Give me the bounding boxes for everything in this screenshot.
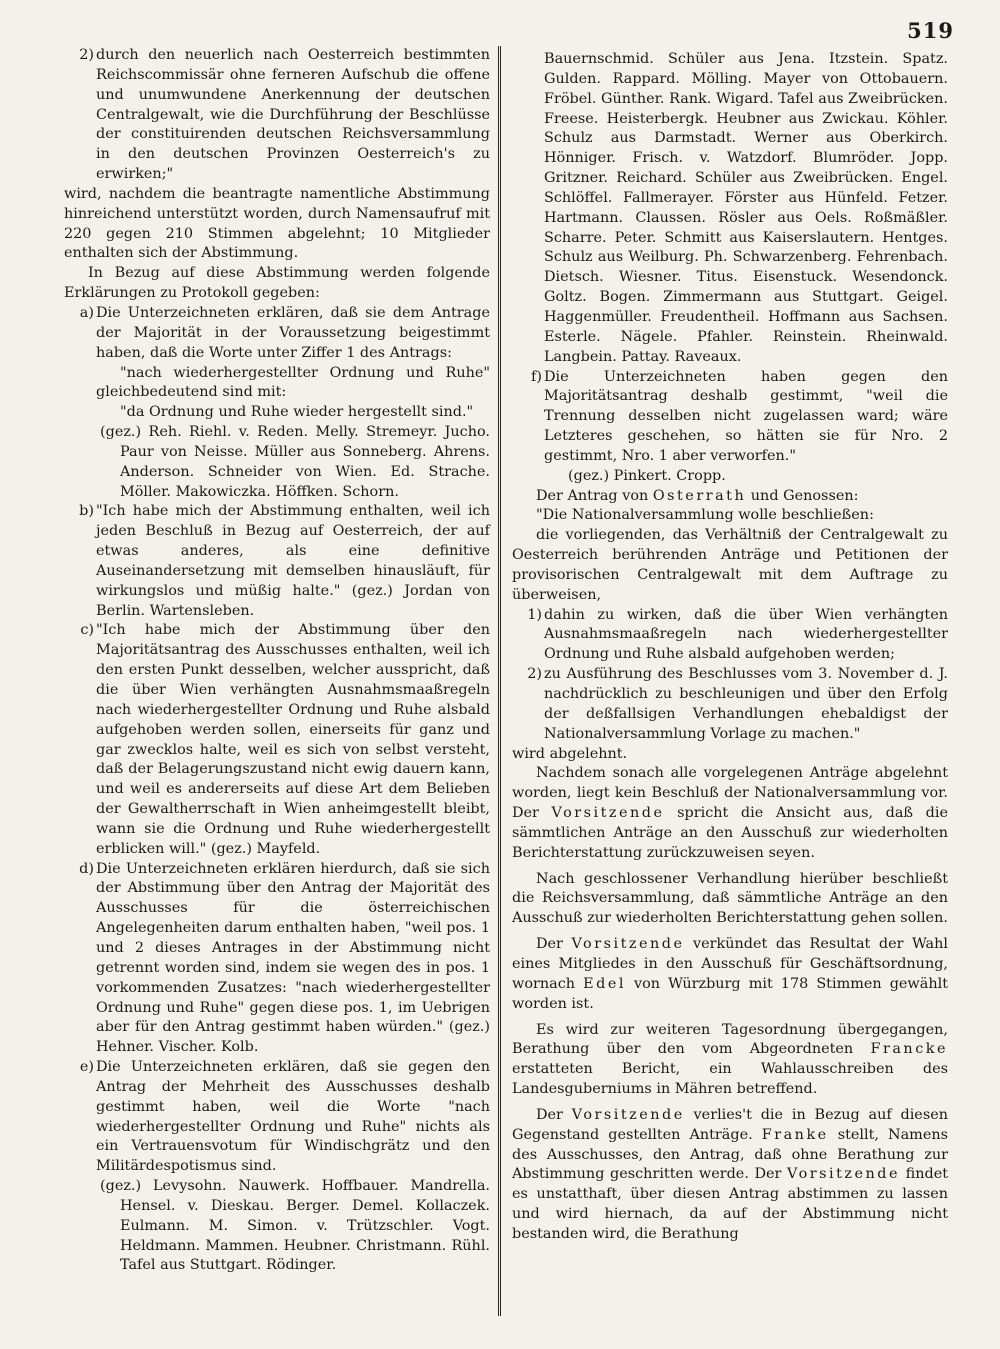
- declaration-e: [64, 1058, 490, 1177]
- text-run: erstatteten Bericht, ein Wahlausschreiben des Landesguberniums in Mähren betreffend.: [512, 1061, 948, 1098]
- declaration-marker: a): [79, 304, 94, 321]
- declaration-text: Die Unterzeichneten erklären hierdurch, daß sie sich der Abstimmung über den Antrag der Majorität des Ausschusses für die österreichischen Angelegenheiten darum enthalten haben, "weil pos. 1 und 2 dieses Antrages in der Abstimmung nicht getrennt worden sind, indem sie wegen des in pos. 1 vorkommenden Zusatzes: "nach wiederhergestellter Ordnung und Ruhe" gegen diese pos. 1, im Uebrigen aber für den Antrag gestimmt haben würden." (gez.) Hehner. Vischer. Kolb.: [96, 860, 490, 1056]
- declaration-marker: b): [79, 503, 94, 520]
- motion-heading-text: und Genossen:: [746, 487, 859, 504]
- declaration-marker: f): [531, 368, 542, 385]
- declaration-marker: d): [79, 860, 94, 877]
- motion-rejected: wird abgelehnt.: [512, 745, 628, 762]
- text-run: findet es unstatthaft, über diesen Antrag abstimmen zu lassen und wird hiernach, da auf der Abstimmung nicht bestanden wird, die Berathung: [512, 1166, 949, 1242]
- clause-marker: 2): [79, 47, 94, 63]
- motion-resolution-intro: "Die Nationalversammlung wolle beschließen:: [536, 507, 874, 524]
- declaration-c: [64, 621, 490, 859]
- clause-text: durch den neuerlich nach Oesterreich bestimmten Reichscommissär ohne ferneren Aufschub die offene und unumwundene Anerkennung der deutschen Centralgewalt, wie die Durchführung der Beschlüsse der constituirenden deutschen Reichsversammlung in den deutschen Provinzen Oesterreich's zu erwirken;": [96, 47, 490, 183]
- declaration-marker: e): [79, 1059, 94, 1076]
- text-run: Der: [536, 936, 572, 953]
- text-run: verlies't die in Bezug auf diesen Gegenstand gestellten Anträge.: [512, 1106, 948, 1143]
- paragraph-closed-debate: Nach geschlossener Verhandlung hierüber beschließt die Reichsversammlung, daß sämmtliche Anträge an den Ausschuß zur wiederholten Berichterstattung gehen sollen.: [512, 870, 948, 927]
- chairman-name: Vorsitzende: [571, 1106, 685, 1123]
- chairman-name: Vorsitzende: [571, 936, 685, 953]
- declaration-text: Die Unterzeichneten haben gegen den Majoritätsantrag deshalb gestimmt, "weil die Trennung desselben nicht zugelassen ward; wäre Letzteres geschehen, so hätten sie für Nro. 2 gestimmt, Nro. 1 aber verworfen.": [544, 368, 948, 464]
- declaration-e-signatories: (gez.) Levysohn. Nauwerk. Hoffbauer. Mandrella. Hensel. v. Dieskau. Berger. Demel. Kollaczek. Eulmann. M. Simon. v. Trützschler. Vogt. Heldmann. Mammen. Heubner. Christmann. Rühl. Tafel aus Stuttgart. Rödinger.: [100, 1178, 490, 1274]
- text-run: Es wird zur weiteren Tagesordnung übergegangen, Berathung über den vom Abgeordneten: [512, 1021, 948, 1058]
- motion-marker: 1): [527, 606, 542, 623]
- declaration-f: [512, 368, 948, 467]
- paragraph-no-resolution: [512, 764, 948, 863]
- declaration-a-signatories: (gez.) Reh. Riehl. v. Reden. Melly. Stremeyr. Jucho. Paur von Neisse. Müller aus Sonneberg. Ahrens. Anderson. Schneider von Wien. Ed. Strache. Möller. Makowiczka. Höffken. Schorn.: [100, 424, 490, 500]
- motion-text: dahin zu wirken, daß die über Wien verhängten Ausnahmsmaaßregeln nach wiederhergestellter Ordnung und Ruhe alsbald aufgehoben werden;: [544, 606, 948, 663]
- declaration-text: "Ich habe mich der Abstimmung enthalten, weil ich jeden Beschluß in Bezug auf Oesterreich, der auf etwas anderes, als eine definitive Auseinandersetzung mit demselben hinausläuft, für wirkungslos und müßig halte." (gez.) Jordan von Berlin. Wartensleben.: [96, 503, 490, 619]
- chairman-name: Vorsitzende: [787, 1166, 901, 1183]
- right-column: [512, 50, 948, 1245]
- text-run: spricht die Ansicht aus, daß die sämmtlichen Anträge an den Ausschuß zur wiederholten Berichterstattung zurückzuweisen seyen.: [512, 805, 948, 861]
- text-run: stellt, Namens des Ausschusses, den Antrag, daß ohne Berathung zur Abstimmung geschritten werde. Der: [512, 1126, 948, 1183]
- text-run: Nachdem sonach alle vorgelegenen Anträge abgelehnt worden, liegt kein Beschluß der Nationalversammlung vor. Der: [512, 765, 948, 822]
- page-number: 519: [907, 18, 954, 43]
- declaration-a: [64, 304, 490, 364]
- motion-point-1: [512, 606, 948, 666]
- chairman-name: Vorsitzende: [551, 805, 665, 822]
- declarations-intro: In Bezug auf diese Abstimmung werden folgende Erklärungen zu Protokoll gegeben:: [64, 265, 490, 302]
- declaration-b: [64, 502, 490, 621]
- elected-member-name: Edel: [583, 975, 626, 992]
- declaration-d: [64, 860, 490, 1058]
- motion-point-2: [512, 665, 948, 744]
- text-run: Der: [536, 1106, 572, 1123]
- motion-heading-text: Der Antrag von: [536, 487, 653, 504]
- paragraph-chairman-reads: [512, 1106, 948, 1245]
- clause-2: [64, 46, 490, 185]
- declaration-marker: c): [80, 622, 94, 639]
- left-column: [64, 46, 490, 1276]
- motion-resolution-body: die vorliegenden, das Verhältniß der Centralgewalt zu Oesterreich berührenden Anträge und Petitionen der provisorischen Centralgewalt mit dem Auftrage zu überweisen,: [512, 527, 948, 603]
- motion-marker: 2): [527, 666, 542, 683]
- motion-author-name: Osterrath: [652, 487, 747, 504]
- text-run: verkündet das Resultat der Wahl eines Mitgliedes in den Ausschuß für Geschäftsordnung, wornach: [512, 936, 948, 992]
- declaration-text: Die Unterzeichneten erklären, daß sie dem Antrage der Majorität in der Voraussetzung beigestimmt haben, daß die Worte unter Ziffer 1 des Antrags:: [96, 304, 490, 361]
- column-divider: [498, 46, 501, 1316]
- declaration-text: "Ich habe mich der Abstimmung über den Majoritätsantrag des Ausschusses enthalten, weil ich den ersten Punkt desselben, welcher ausspricht, daß die über Wien verhängten Ausnahmsmaaßregeln nach wiederhergestellter Ordnung und Ruhe alsbald aufgehoben werden sollen, einerseits für ganz und gar zwecklos halte, weil es sich von selbst versteht, daß der Belagerungszustand nicht ewig dauern kann, und weil es andererseits auf diese Art dem Belieben der Gewaltherrschaft in Wien anheimgestellt bleibt, wann sie die Ordnung und Ruhe wiederhergestellt erblicken will." (gez.) Mayfeld.: [96, 622, 490, 857]
- motion-heading: [512, 487, 948, 507]
- declaration-f-signatories: (gez.) Pinkert. Cropp.: [568, 467, 726, 484]
- paragraph-election-result: [512, 935, 948, 1014]
- declaration-a-quote-1: "nach wiederhergestellter Ordnung und Ruhe" gleichbedeutend sind mit:: [96, 364, 490, 401]
- signatories-continued: Bauernschmid. Schüler aus Jena. Itzstein. Spatz. Gulden. Rappard. Mölling. Mayer von Ottobauern. Fröbel. Günther. Rank. Wigard. Tafel aus Zweibrücken. Freese. Heisterbergk. Heubner aus Zwickau. Köhler. Schulz aus Darmstadt. Werner aus Oberkirch. Hönniger. Frisch. v. Watzdorf. Blumröder. Jopp. Gritzner. Reichard. Schüler aus Zweibrücken. Engel. Schlöffel. Fallmerayer. Förster aus Hünfeld. Fetzer. Hartmann. Claussen. Rösler aus Oels. Roßmäßler. Scharre. Peter. Schmitt aus Kaiserslautern. Hentges. Schulz aus Weilburg. Ph. Schwarzenberg. Fehrenbach. Dietsch. Wiesner. Titus. Eisenstuck. Wesendonck. Goltz. Bogen. Zimmermann aus Stuttgart. Geigel. Haggenmüller. Freudentheil. Hoffmann aus Sachsen. Esterle. Nägele. Pfahler. Reinstein. Rheinwald. Langbein. Pattay. Raveaux.: [544, 51, 948, 365]
- declaration-a-quote-2: "da Ordnung und Ruhe wieder hergestellt sind.": [120, 404, 474, 421]
- text-run: von Würzburg mit 178 Stimmen gewählt worden ist.: [512, 975, 948, 1012]
- vote-result-paragraph: wird, nachdem die beantragte namentliche Abstimmung hinreichend unterstützt worden, durch Namensaufruf mit 220 gegen 210 Stimmen abgelehnt; 10 Mitglieder enthalten sich der Abstimmung.: [64, 185, 490, 262]
- declaration-text: Die Unterzeichneten erklären, daß sie gegen den Antrag der Mehrheit des Ausschusses deshalb gestimmt haben, weil die Worte "nach wiederhergestellter Ordnung und Ruhe" nichts als ein Vertrauensvotum für Windischgrätz und den Militärdespotismus sind.: [96, 1059, 490, 1175]
- deputy-name: Franke: [761, 1126, 829, 1143]
- deputy-name: Francke: [870, 1041, 948, 1058]
- paragraph-agenda: [512, 1021, 948, 1100]
- motion-text: zu Ausführung des Beschlusses vom 3. November d. J. nachdrücklich zu beschleunigen und über den Erfolg der deßfallsigen Verhandlungen ehebaldigst der Nationalversammlung Vorlage zu machen.": [544, 666, 948, 742]
